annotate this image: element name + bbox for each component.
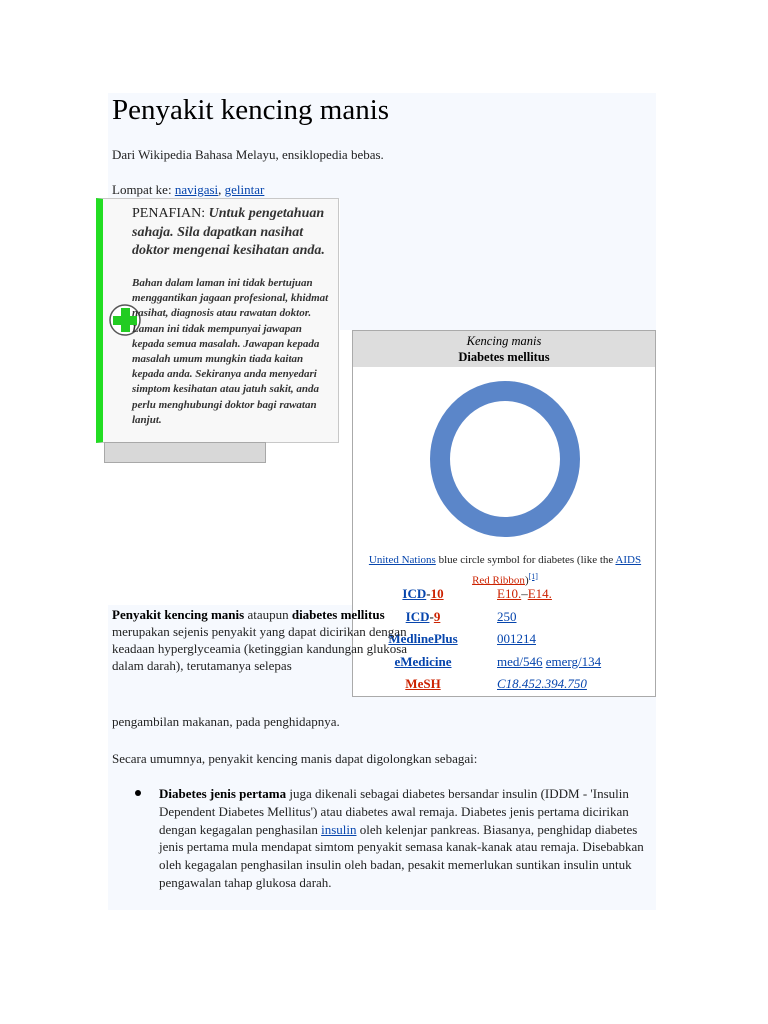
infobox-row-icd10 (353, 586, 655, 608)
page-title: Penyakit kencing manis (112, 94, 390, 126)
infobox-row-mesh (353, 676, 655, 698)
list-item-text: juga dikenali sebagai diabetes bersandar insulin (IDDM - 'Insulin Dependent Diabetes Mellitus') atau diabetes awal remaja. Diabetes jenis pertama dicirikan dengan kegagalan penghasilan (159, 786, 629, 837)
mesh-link[interactable]: MeSH (405, 676, 441, 691)
infobox-value (497, 676, 653, 692)
infobox-value (497, 586, 653, 602)
infobox-title-latin: Diabetes mellitus (458, 350, 550, 364)
caption-red-ribbon-link[interactable]: Red Ribbon (472, 574, 525, 587)
icd-link[interactable]: ICD (402, 586, 427, 601)
classification-paragraph: Secara umumnya, penyakit kencing manis dapat digolongkan sebagai: (112, 751, 478, 766)
label-separator: - (426, 586, 431, 601)
infobox-label (353, 586, 493, 602)
intro-term-latin: diabetes mellitus (291, 607, 385, 622)
disclaimer-body: Bahan dalam laman ini tidak bertujuan menggantikan jagaan profesional, khidmat nasihat, diagnosis atau rawatan doktor. Laman ini tidak mempunyai jawapan kepada semua masalah. Jawapan kepada masalah umum mungkin tiada kaitan kepada anda. Sekiranya anda menyedari simptom kesihatan atau jatuh sakit, anda perlu menghubungi doktor bagi rawatan lanjut. (132, 277, 329, 426)
disclaimer-emphasis: Untuk pengetahuan sahaja. Sila dapatkan nasihat doktor mengenai kesihatan anda. (132, 206, 325, 258)
infobox-value (497, 631, 653, 647)
caption-reference-link[interactable]: [1] (528, 571, 538, 581)
infobox-value (497, 654, 653, 670)
intro-text: merupakan sejenis penyakit yang dapat dicirikan dengan keadaan hyperglyceamia (ketinggian kandungan glukosa dalam darah), terutamanya selepas (112, 624, 408, 673)
infobox-value (497, 609, 653, 625)
disclaimer-box-footer (104, 442, 266, 463)
bullet-marker (135, 790, 141, 796)
page-background-right (340, 198, 656, 330)
infobox-title-local: Kencing manis (466, 334, 542, 348)
label-separator: - (429, 609, 434, 624)
icd10-link[interactable]: 10 (430, 586, 444, 601)
blue-circle-image[interactable] (429, 380, 581, 538)
article-subtitle: Dari Wikipedia Bahasa Melayu, ensiklopedia bebas. (112, 147, 384, 162)
emedicine-link[interactable]: eMedicine (394, 654, 452, 669)
caption-united-nations-link[interactable]: United Nations (368, 554, 436, 566)
e10-link[interactable]: E10. (497, 586, 522, 601)
emedicine-med-link[interactable]: med/546 (497, 654, 543, 669)
intro-term-local: Penyakit kencing manis (112, 607, 245, 622)
jump-links (112, 182, 264, 198)
disclaimer-title: PENAFIAN: (132, 206, 206, 221)
mesh-code-link[interactable]: C18.452.394.750 (497, 676, 587, 691)
insulin-link[interactable]: insulin (321, 821, 357, 837)
infobox-header (353, 331, 655, 367)
jump-navigation-link[interactable]: navigasi (174, 182, 219, 197)
caption-aids-link[interactable]: AIDS (615, 554, 642, 566)
caption-text: blue circle symbol for diabetes (like the (435, 554, 616, 566)
medlineplus-code-link[interactable]: 001214 (497, 631, 536, 646)
list-item-term: Diabetes jenis pertama (159, 786, 287, 801)
intro-paragraph-end: pengambilan makanan, pada penghidapnya. (112, 714, 340, 729)
jump-search-link[interactable]: gelintar (224, 182, 265, 197)
value-separator: – (521, 586, 528, 601)
jump-separator: , (218, 182, 225, 197)
jump-prefix: Lompat ke: (112, 182, 175, 197)
emedicine-emerg-link[interactable]: emerg/134 (545, 654, 602, 669)
disclaimer-heading (132, 205, 332, 261)
icd9-code-link[interactable]: 250 (497, 609, 517, 624)
list-item (159, 785, 659, 892)
caption-close: ) (524, 574, 529, 587)
infobox-label (353, 676, 493, 692)
infobox-caption (359, 553, 651, 589)
medlineplus-link[interactable]: MedlinePlus (388, 631, 458, 646)
intro-paragraph (112, 606, 412, 674)
list-item-text: oleh kelenjar pankreas. Biasanya, penghidap diabetes jenis pertama mula mendapat simtom penyakit semasa kanak-kanak atau remaja. Disebabkan oleh kegagalan penghasilan insulin oleh badan, pesakit memerlukan suntikan insulin untuk pengawalan tahap glukosa darah. (159, 821, 644, 890)
icd9-link[interactable]: 9 (433, 609, 441, 624)
icd-link[interactable]: ICD (405, 609, 430, 624)
e14-link[interactable]: E14. (527, 586, 552, 601)
intro-connector: ataupun (244, 607, 292, 622)
